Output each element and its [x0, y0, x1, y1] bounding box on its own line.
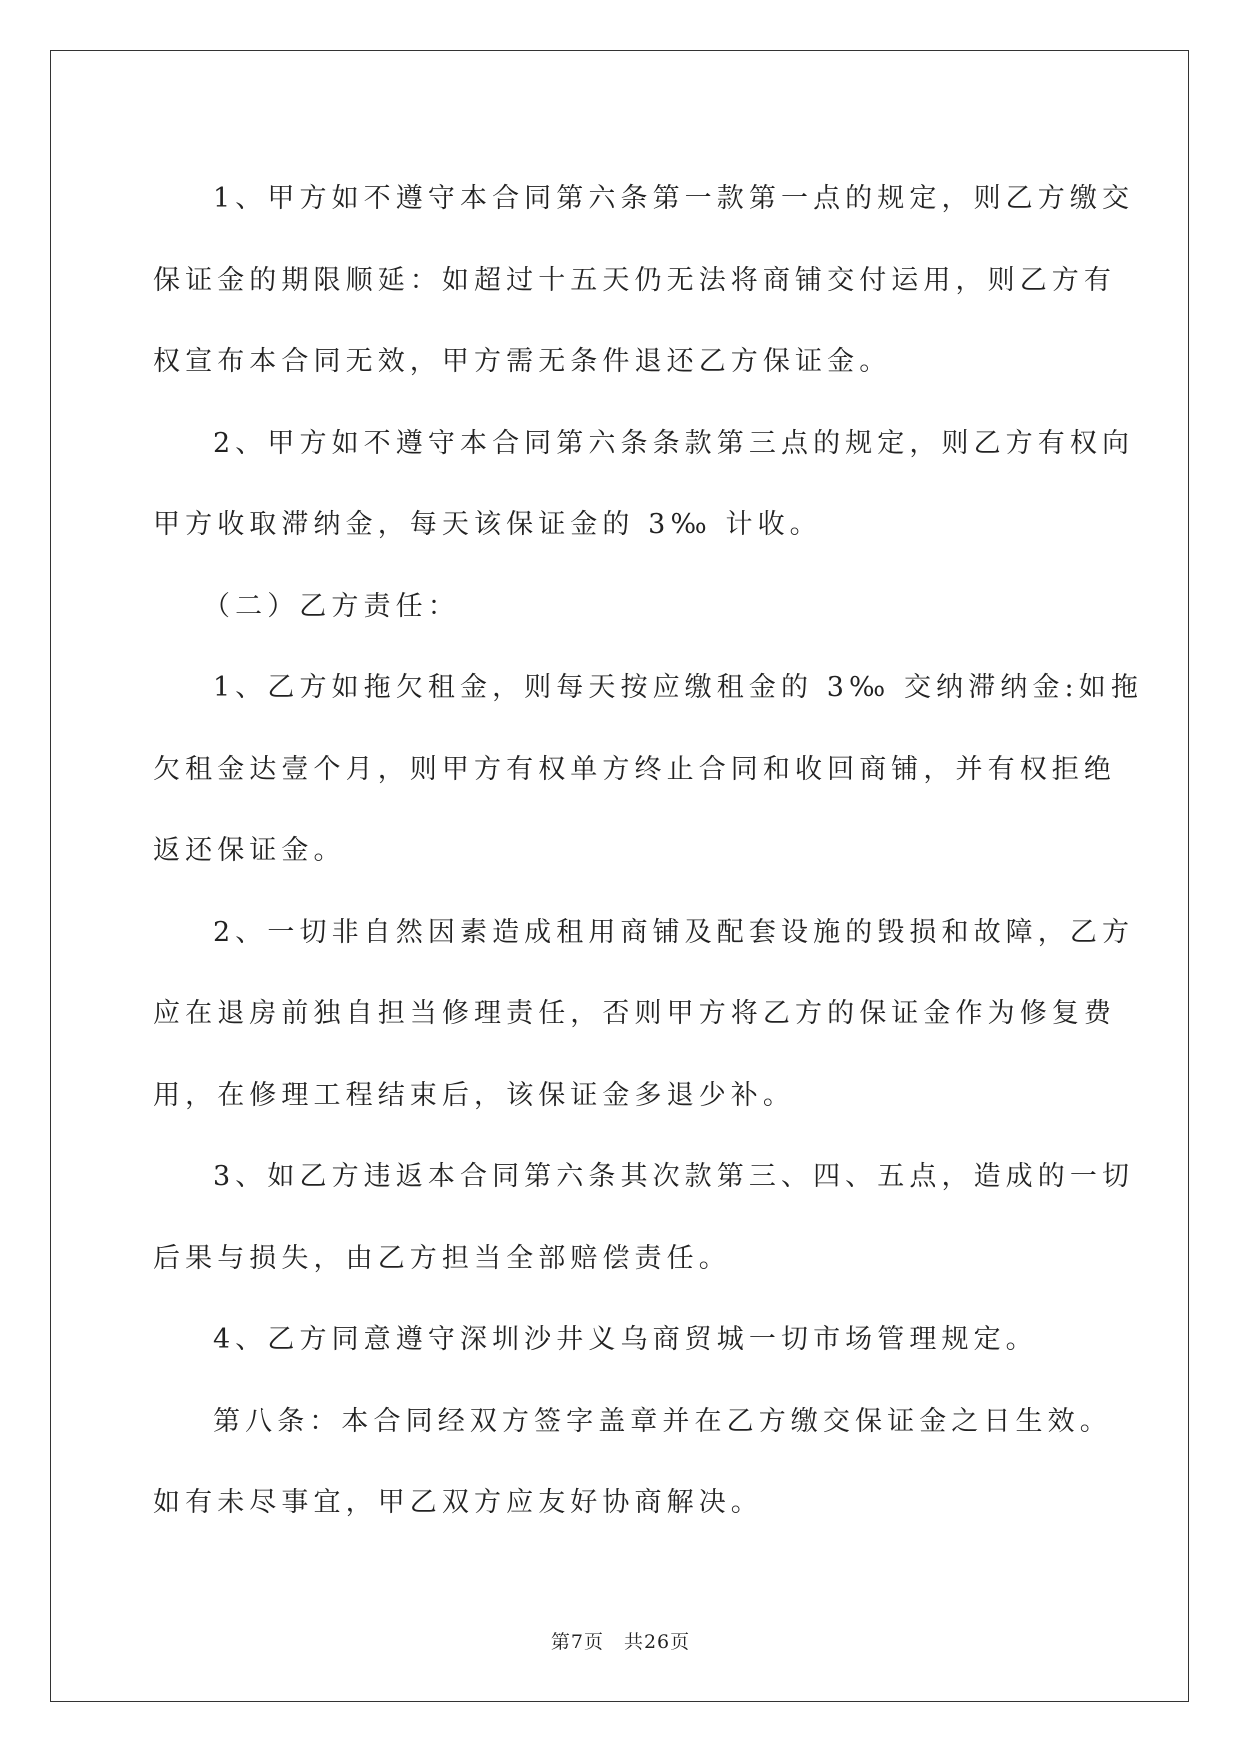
text-line: 1、甲方如不遵守本合同第六条第一款第一点的规定，则乙方缴交: [213, 183, 1135, 214]
text-line: 第八条：本合同经双方签字盖章并在乙方缴交保证金之日生效。: [213, 1405, 1112, 1437]
text-line: 保证金的期限顺延：如超过十五天仍无法将商铺交付运用，则乙方有: [153, 264, 1116, 296]
paragraph-b4: [153, 1299, 1093, 1381]
paragraph-article-8: [153, 1381, 1112, 1544]
text-line: 权宣布本合同无效，甲方需无条件退还乙方保证金。: [153, 346, 892, 377]
text-line: （二）乙方责任：: [203, 590, 460, 622]
text-line: 1、乙方如拖欠租金，则每天按应缴租金的 3‰ 交纳滞纳金:如拖: [213, 672, 1143, 703]
text-line: 欠租金达壹个月，则甲方有权单方终止合同和收回商铺，并有权拒绝: [153, 753, 1116, 785]
text-line: 用，在修理工程结束后，该保证金多退少补。: [153, 1079, 795, 1111]
page-number-footer: 第7页 共26页: [550, 1631, 691, 1653]
section-heading-party-b: [153, 566, 1093, 648]
text-line: 2、甲方如不遵守本合同第六条条款第三点的规定，则乙方有权向: [213, 427, 1135, 459]
text-line: 如有未尽事宜，甲乙双方应友好协商解决。: [153, 1487, 763, 1518]
text-line: 2、一切非自然因素造成租用商铺及配套设施的毁损和故障，乙方: [213, 916, 1135, 948]
paragraph-b3: [153, 1136, 1135, 1299]
text-line: 应在退房前独自担当修理责任，否则甲方将乙方的保证金作为修复费: [153, 998, 1116, 1029]
paragraph-b2: [153, 892, 1135, 1137]
text-line: 4、乙方同意遵守深圳沙井义乌商贸城一切市场管理规定。: [213, 1324, 1038, 1355]
text-line: 返还保证金。: [153, 835, 346, 866]
text-line: 甲方收取滞纳金，每天该保证金的 3‰ 计收。: [153, 509, 822, 540]
document-body: [153, 158, 1143, 1544]
text-line: 后果与损失，由乙方担当全部赔偿责任。: [153, 1242, 731, 1274]
paragraph-a1: [153, 158, 1135, 403]
text-line: 3、如乙方违返本合同第六条其次款第三、四、五点，造成的一切: [213, 1161, 1135, 1192]
paragraph-b1: [153, 647, 1143, 892]
paragraph-a2: [153, 403, 1135, 566]
